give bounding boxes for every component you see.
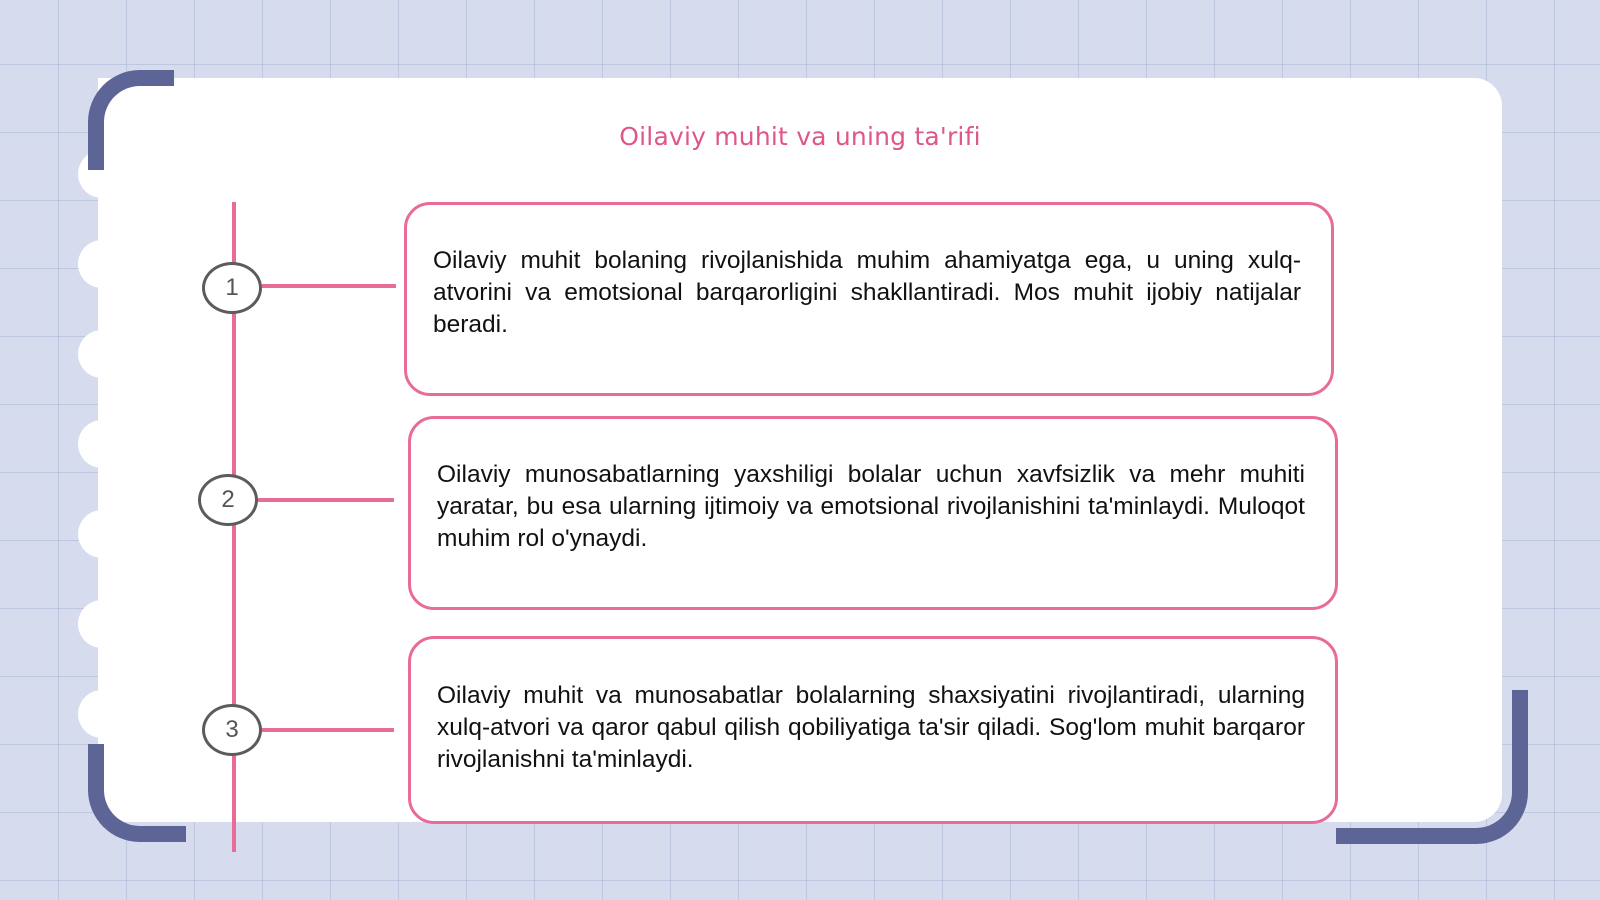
- timeline-connector-3: [262, 728, 394, 732]
- card-text: Oilaviy muhit bolaning rivojlanishida muhim ahamiyatga ega, u uning xulq-atvorini va emotsional barqarorligini shakllantiradi. Mos muhit ijobiy natijalar beradi.: [433, 247, 1301, 338]
- corner-bracket-bottom-right: [1336, 690, 1528, 844]
- page-scallop: [78, 420, 126, 468]
- page-scallop: [78, 690, 126, 738]
- timeline-card-1: [404, 202, 1334, 396]
- marker-number: 2: [221, 486, 235, 513]
- timeline-marker-1: [202, 262, 262, 314]
- page-scallop: [78, 510, 126, 558]
- page-scallop: [78, 330, 126, 378]
- page-scallop: [78, 600, 126, 648]
- marker-number: 1: [225, 274, 239, 301]
- page-scallop: [78, 240, 126, 288]
- timeline-marker-3: [202, 704, 262, 756]
- card-text: Oilaviy muhit va munosabatlar bolalarning shaxsiyatini rivojlantiradi, ularning xulq-atvori va qaror qabul qilish qobiliyatiga ta'sir qiladi. Sog'lom muhit barqaror rivojlanishni ta'minlaydi.: [437, 682, 1305, 773]
- timeline-card-3: [408, 636, 1338, 824]
- timeline-marker-2: [198, 474, 258, 526]
- corner-bracket-bottom-left: [88, 744, 186, 842]
- timeline-connector-1: [262, 284, 396, 288]
- marker-number: 3: [225, 716, 239, 743]
- card-text: Oilaviy munosabatlarning yaxshiligi bolalar uchun xavfsizlik va mehr muhiti yaratar, bu esa ularning ijtimoiy va emotsional rivojlanishini ta'minlaydi. Muloqot muhim rol o'ynaydi.: [437, 461, 1305, 552]
- timeline-card-2: [408, 416, 1338, 610]
- timeline-connector-2: [258, 498, 394, 502]
- slide-title: Oilaviy muhit va uning ta'rifi: [619, 122, 981, 151]
